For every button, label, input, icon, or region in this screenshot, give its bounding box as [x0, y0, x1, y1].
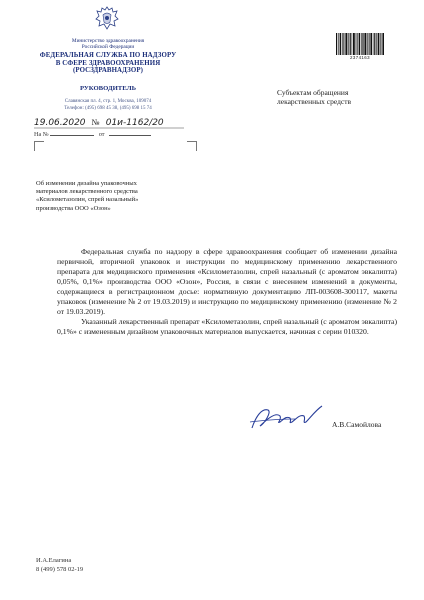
reg-date: 19.06.2020: [34, 118, 86, 128]
barcode-number: 2374163: [350, 55, 370, 60]
head-title: РУКОВОДИТЕЛЬ: [79, 85, 137, 92]
recipient-block: Субъектам обращения лекарственных средств: [277, 88, 352, 106]
service-name: ФЕДЕРАЛЬНАЯ СЛУЖБА ПО НАДЗОРУ В СФЕРЕ ЗДРАВООХРАНЕНИЯ (РОСЗДРАВНАДЗОР): [39, 52, 177, 75]
signer-name: А.В.Самойлова: [332, 420, 382, 429]
subject-line: Об изменении дизайна упаковочных материалов лекарственного средства «Ксилометазолин, спрей назальный» производства ООО «Озон»: [36, 180, 139, 212]
handwritten-signature: [246, 402, 326, 432]
letter-body: [57, 247, 397, 337]
barcode-icon: [336, 33, 384, 55]
executor-info: [36, 557, 83, 574]
barcode: [336, 33, 384, 55]
organization-address: Славянская пл. 4, стр. 1, Москва, 109074 Телефон: (495) 698 45 38, (495) 698 15 74: [64, 99, 152, 111]
coat-of-arms-emblem-icon: [94, 5, 120, 31]
body-paragraph-2: Указанный лекарственный препарат «Ксилометазолин, спрей назальный (с ароматом эвкалипта) 0,1%» с измененным дизайном упаковочных материалов выпускается, начиная с серии 010320.: [57, 317, 397, 336]
reg-no-label: №: [91, 118, 100, 127]
na-label: На №: [34, 131, 49, 138]
ot-blank: [109, 129, 151, 136]
reg-number: 01и-1162/20: [105, 118, 164, 128]
address-bracket-left: [34, 141, 44, 151]
executor-name: И.А.Елагина: [36, 557, 72, 564]
reply-reference-line: [34, 129, 151, 138]
address-bracket-right: [187, 141, 197, 151]
body-paragraph-1: Федеральная служба по надзору в сфере здравоохранения сообщает об изменении дизайна первичной, вторичной упаковок и инструкции по медицинскому применению лекарственного препарата для медицинского применения «Ксилометазолин, спрей назальный (с ароматом эвкалипта) 0,05%, 0,1%» производства ООО «Озон», Россия, в связи с внесением изменений в документы, содержащиеся в регистрационном досье: нормативную документацию ЛП-003608-300117, макеты упаковок (изменение № 2 от 19.03.2019) и инструкцию по медицинскому применению (изменение № 2 от 19.03.2019).: [57, 247, 397, 316]
ministry-name: Министерство здравоохранения Российской Федерации: [71, 38, 145, 51]
letterhead: [0, 0, 424, 150]
ot-label: от: [98, 131, 105, 138]
na-blank: [50, 129, 94, 136]
executor-phone: 8 (499) 578 02-19: [36, 565, 84, 573]
